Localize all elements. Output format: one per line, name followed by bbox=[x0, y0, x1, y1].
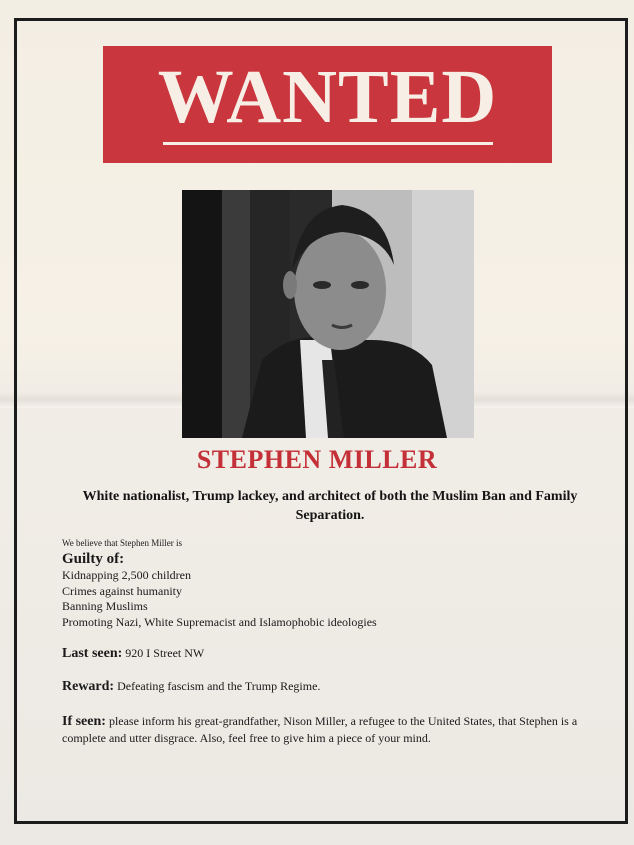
portrait-illustration bbox=[182, 190, 474, 438]
suspect-name: STEPHEN MILLER bbox=[196, 445, 438, 474]
list-item: Banning Muslims bbox=[62, 599, 148, 613]
reward-line bbox=[62, 679, 320, 695]
reward-label: Reward: bbox=[62, 679, 115, 694]
intro-text: We believe that Stephen Miller is bbox=[62, 538, 182, 548]
crimes-list bbox=[62, 568, 377, 630]
if-seen-value: please inform his great-grandfather, Nison Miller, a refugee to the United States, that Stephen is a complete and utter disgrace. Also, feel free to give him a piece of your mind. bbox=[62, 714, 578, 745]
reward-value: Defeating fascism and the Trump Regime. bbox=[117, 679, 321, 693]
banner-title: WANTED bbox=[157, 55, 498, 139]
banner-underline bbox=[163, 142, 493, 145]
if-seen-label: If seen: bbox=[62, 714, 106, 729]
list-item: Crimes against humanity bbox=[62, 583, 182, 598]
suspect-description: White nationalist, Trump lackey, and architect of both the Muslim Ban and Family Separation. bbox=[82, 489, 578, 523]
last-seen-label: Last seen: bbox=[62, 646, 123, 661]
if-seen-line bbox=[62, 713, 602, 747]
last-seen-line bbox=[62, 646, 204, 662]
list-item: Kidnapping 2,500 children bbox=[62, 568, 191, 582]
portrait-photo bbox=[182, 190, 474, 438]
last-seen-value: 920 I Street NW bbox=[125, 646, 205, 660]
wanted-banner bbox=[103, 46, 552, 163]
list-item: Promoting Nazi, White Supremacist and Islamophobic ideologies bbox=[62, 614, 377, 629]
guilty-label: Guilty of: bbox=[62, 551, 125, 567]
